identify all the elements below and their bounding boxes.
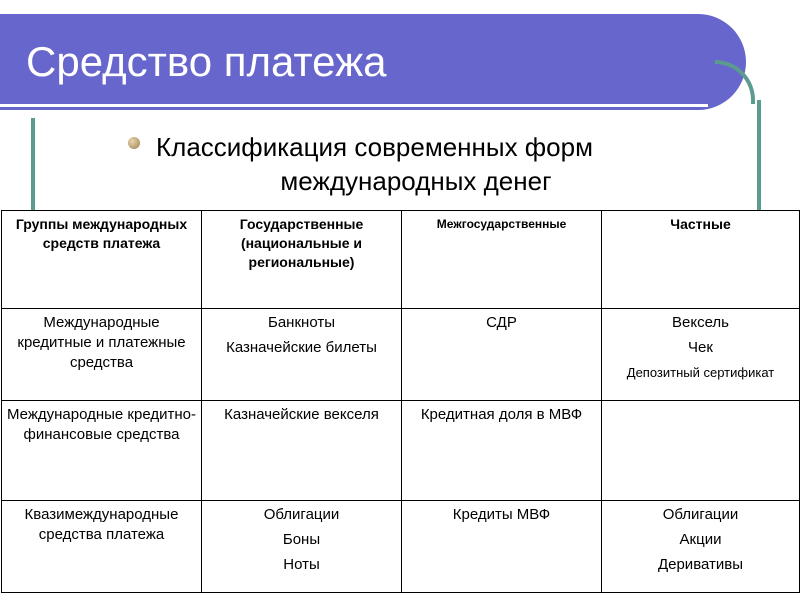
decorative-line-left — [31, 118, 35, 212]
table-row — [2, 309, 800, 401]
header-state: Государственные (национальные и региональные) — [202, 211, 402, 309]
decorative-line-right — [757, 100, 761, 212]
slide-title: Средство платежа — [26, 38, 387, 85]
row-3-interstate — [402, 501, 602, 593]
cell-item: Деривативы — [657, 556, 744, 573]
cell-item: Казначейские билеты — [226, 339, 377, 356]
row-2-group: Международные кредитно-финансовые средства — [2, 401, 202, 501]
cell-item: Облигации — [662, 506, 739, 523]
row-3-state — [202, 501, 402, 593]
row-2-private — [602, 401, 800, 501]
slide-subtitle — [156, 130, 676, 198]
cell-item: Акции — [679, 531, 722, 548]
row-3-private — [602, 501, 800, 593]
header-interstate: Межгосударственные — [402, 211, 602, 309]
cell-item: Кредиты МВФ — [452, 506, 551, 523]
cell-item: Боны — [282, 531, 321, 548]
cell-item: Чек — [688, 339, 713, 356]
table-row — [2, 401, 800, 501]
row-1-interstate — [402, 309, 602, 401]
subtitle-line-2: международных денег — [280, 166, 552, 196]
cell-item: Ноты — [283, 556, 320, 573]
cell-item: СДР — [486, 314, 517, 331]
cell-item: Облигации — [263, 506, 340, 523]
cell-item: Кредитная доля в МВФ — [420, 406, 583, 423]
row-1-group: Международные кредитные и платежные средства — [2, 309, 202, 401]
bullet-icon — [128, 137, 140, 149]
title-underline — [0, 104, 708, 107]
decorative-arc — [715, 60, 755, 104]
row-2-state — [202, 401, 402, 501]
cell-item: Вексель — [672, 314, 729, 331]
cell-item: Казначейские векселя — [224, 406, 379, 423]
classification-table — [1, 210, 800, 593]
cell-item: Депозитный сертификат — [626, 365, 775, 380]
table-row — [2, 501, 800, 593]
row-1-private — [602, 309, 800, 401]
header-groups: Группы международных средств платежа — [2, 211, 202, 309]
row-2-interstate — [402, 401, 602, 501]
row-3-group: Квазимеждународные средства платежа — [2, 501, 202, 593]
row-1-state — [202, 309, 402, 401]
table-header-row — [2, 211, 800, 309]
subtitle-line-1: Классификация современных форм — [156, 132, 593, 162]
header-private: Частные — [602, 211, 800, 309]
cell-item: Банкноты — [268, 314, 335, 331]
